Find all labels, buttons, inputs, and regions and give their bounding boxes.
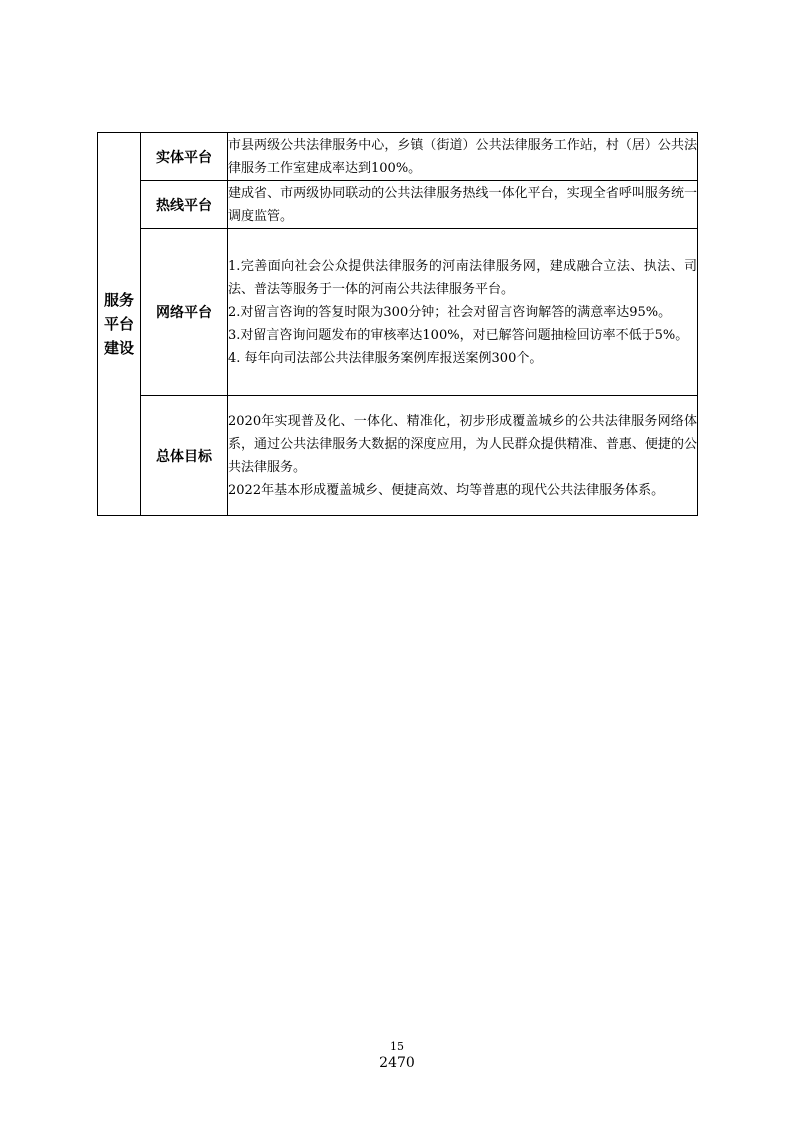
content-line: 建成省、市两级协同联动的公共法律服务热线一体化平台，实现全省呼叫服务统一调度监管。 <box>228 185 697 224</box>
row-label-hotline-platform: 热线平台 <box>141 181 228 229</box>
content-line: 2.对留言咨询的答复时限为300分钟；社会对留言咨询解答的满意率达95%。 <box>228 304 672 320</box>
row-label-network-platform: 网络平台 <box>141 229 228 396</box>
row-content-hotline-platform <box>228 181 698 229</box>
row-content-overall-goal <box>228 396 698 516</box>
global-page-number: 2470 <box>379 1055 415 1071</box>
row-label-physical-platform: 实体平台 <box>141 133 228 181</box>
content-line: 4. 每年向司法部公共法律服务案例库报送案例300个。 <box>228 350 543 366</box>
table-row <box>98 229 698 396</box>
content-line: 2022年基本形成覆盖城乡、便捷高效、均等普惠的现代公共法律服务体系。 <box>228 482 665 498</box>
row-label-overall-goal: 总体目标 <box>141 396 228 516</box>
table-row <box>98 133 698 181</box>
service-platform-table <box>97 132 698 516</box>
page-number: 15 <box>390 1040 404 1053</box>
row-content-network-platform <box>228 229 698 396</box>
category-label: 服务平台建设 <box>103 291 134 357</box>
content-line: 2020年实现普及化、一体化、精准化，初步形成覆盖城乡的公共法律服务网络体系，通过公共法律服务大数据的深度应用，为人民群众提供精准、普惠、便捷的公共法律服务。 <box>228 413 697 475</box>
content-line: 市县两级公共法律服务中心，乡镇（街道）公共法律服务工作站，村（居）公共法律服务工作室建成率达到100%。 <box>228 137 697 176</box>
content-line: 1.完善面向社会公众提供法律服务的河南法律服务网，建成融合立法、执法、司法、普法等服务于一体的河南公共法律服务平台。 <box>228 258 697 297</box>
content-line: 3.对留言咨询问题发布的审核率达100%，对已解答问题抽检回访率不低于5%。 <box>228 327 689 343</box>
category-cell <box>98 133 141 516</box>
table-row <box>98 181 698 229</box>
table-row <box>98 396 698 516</box>
row-content-physical-platform <box>228 133 698 181</box>
